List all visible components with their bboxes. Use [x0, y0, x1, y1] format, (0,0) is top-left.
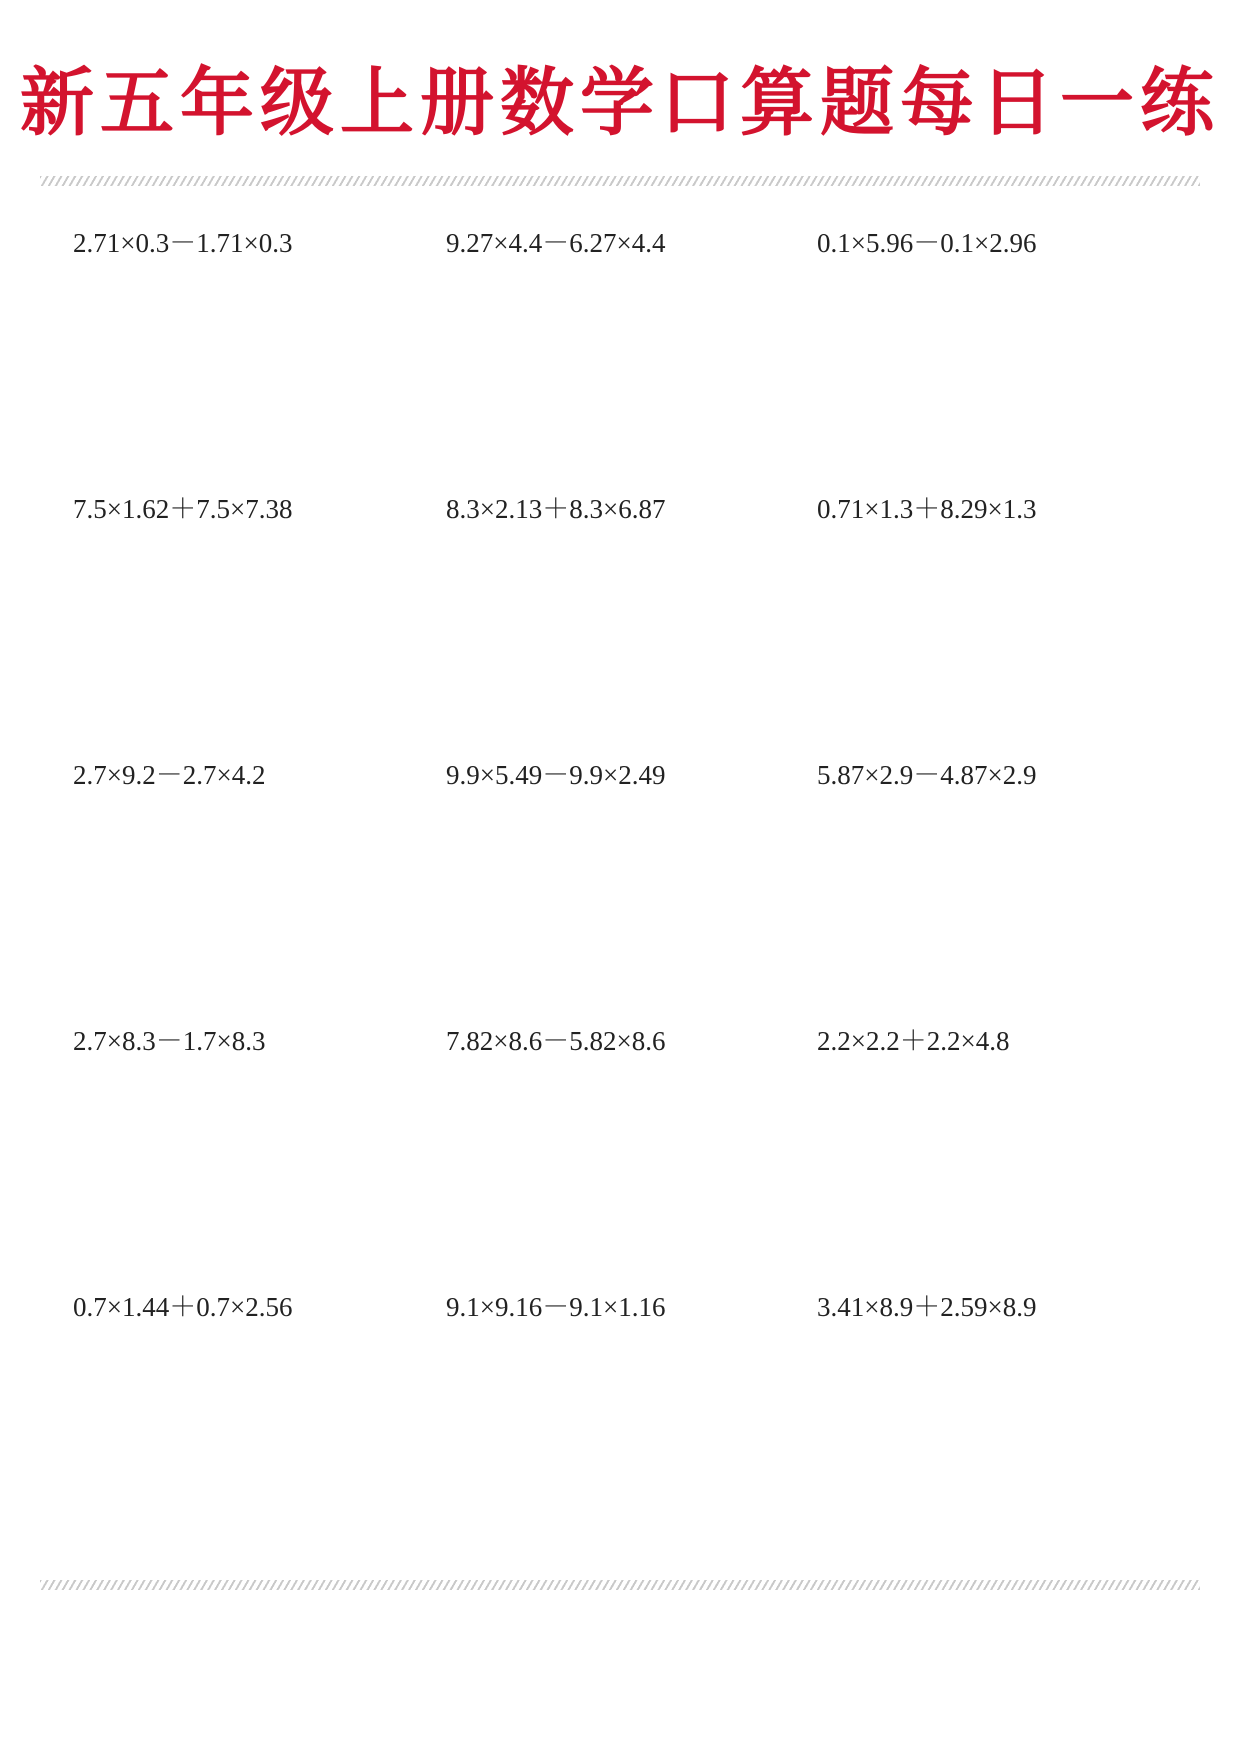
- problem-12: 2.2×2.2＋2.2×4.8: [817, 1026, 1010, 1056]
- problem-11: 7.82×8.6－5.82×8.6: [446, 1026, 666, 1056]
- problem-2: 9.27×4.4－6.27×4.4: [446, 228, 666, 258]
- problem-14: 9.1×9.16－9.1×1.16: [446, 1292, 666, 1322]
- worksheet-title: 新五年级上册数学口算题每日一练: [20, 60, 1220, 146]
- problem-8: 9.9×5.49－9.9×2.49: [446, 760, 666, 790]
- problem-5: 8.3×2.13＋8.3×6.87: [446, 494, 666, 524]
- problem-13: 0.7×1.44＋0.7×2.56: [73, 1292, 293, 1322]
- problem-3: 0.1×5.96－0.1×2.96: [817, 228, 1037, 258]
- problem-7: 2.7×9.2－2.7×4.2: [73, 760, 266, 790]
- bottom-hatched-divider: [40, 1580, 1200, 1590]
- problem-6: 0.71×1.3＋8.29×1.3: [817, 494, 1037, 524]
- problem-15: 3.41×8.9＋2.59×8.9: [817, 1292, 1037, 1322]
- problem-4: 7.5×1.62＋7.5×7.38: [73, 494, 293, 524]
- top-hatched-divider: [40, 176, 1200, 186]
- problem-10: 2.7×8.3－1.7×8.3: [73, 1026, 266, 1056]
- problem-1: 2.71×0.3－1.71×0.3: [73, 228, 293, 258]
- problem-9: 5.87×2.9－4.87×2.9: [817, 760, 1037, 790]
